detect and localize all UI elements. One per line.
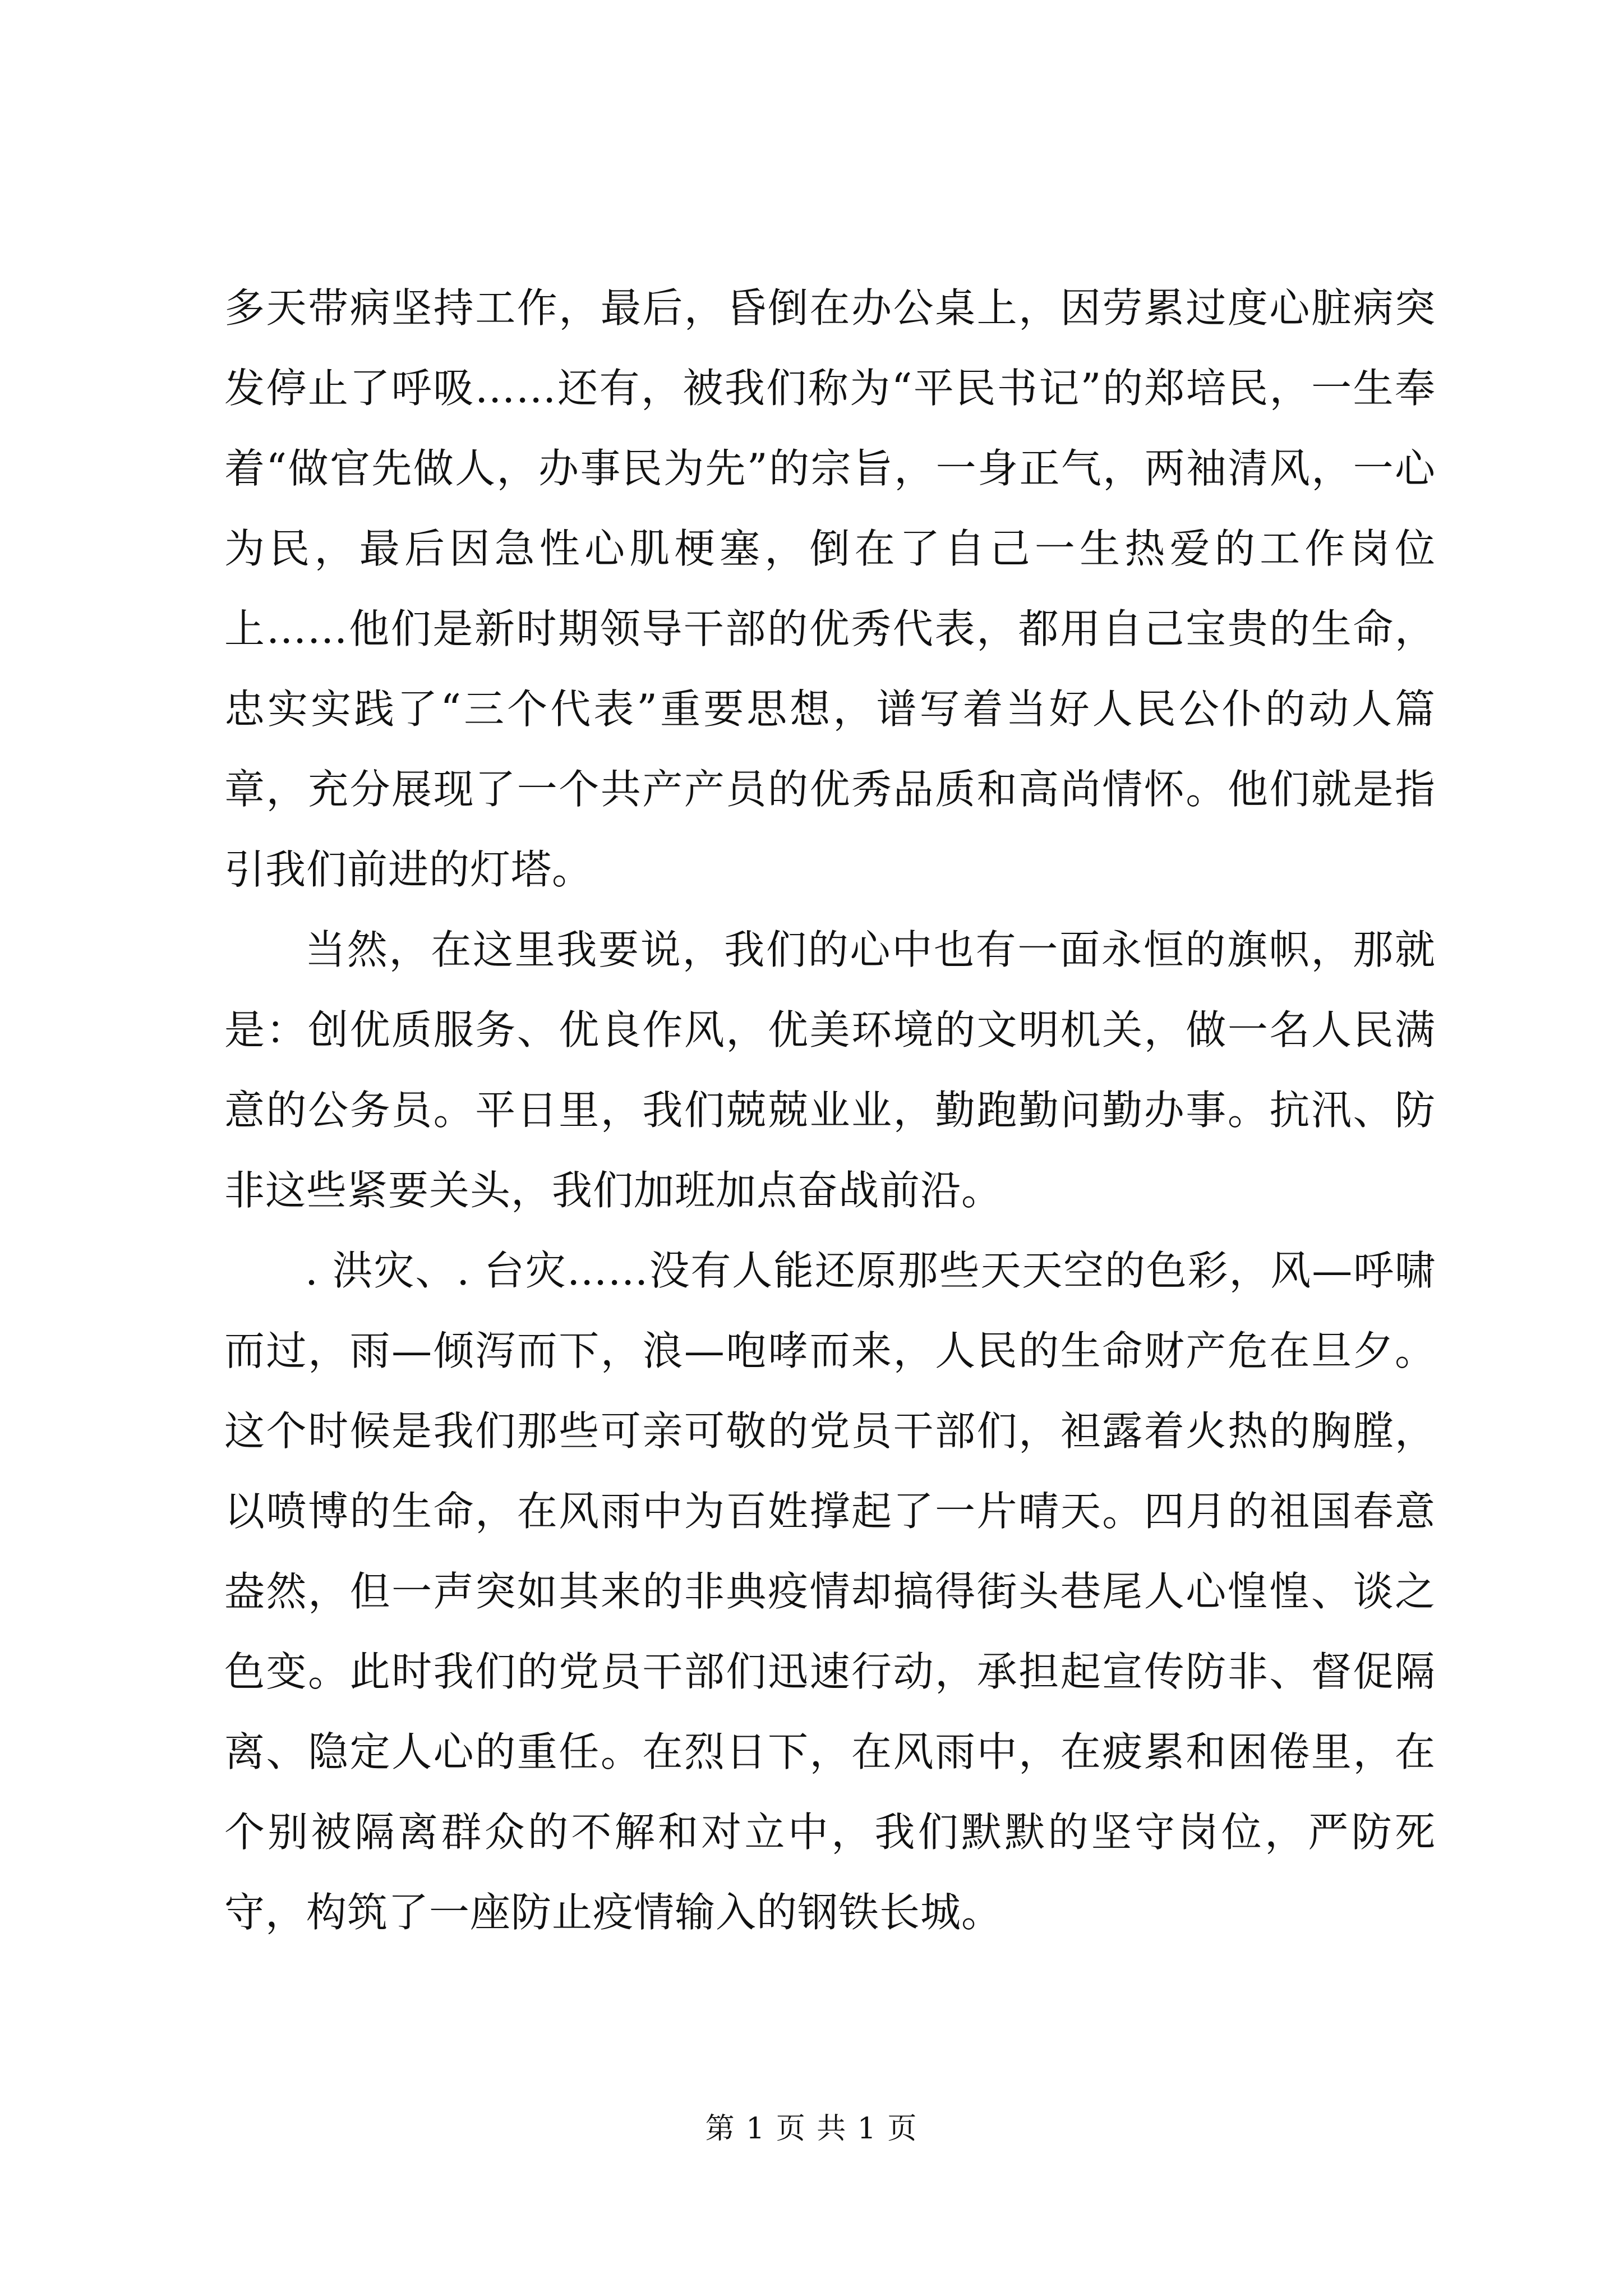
page-footer: 第 1 页 共 1 页 (705, 2112, 918, 2146)
document-body (224, 268, 1436, 1953)
paragraph-2: 当然，在这里我要说，我们的心中也有一面永恒的旗帜，那就是：创优质服务、优良作风，优美环境的文明机关，做一名人民满意的公务员。平日里，我们兢兢业业，勤跑勤问勤办事。抗汛、防非这些紧要关头，我们加班加点奋战前沿。 (224, 926, 1436, 1214)
paragraph-3: . 洪灾、. 台灾……没有人能还原那些天天空的色彩，风—呼啸而过，雨—倾泻而下，浪—咆哮而来，人民的生命财产危在旦夕。这个时候是我们那些可亲可敬的党员干部们，袒露着火热的胸膛，以喷博的生命，在风雨中为百姓撑起了一片晴天。四月的祖国春意盎然，但一声突如其来的非典疫情却搞得街头巷尾人心惶惶、谈之色变。此时我们的党员干部们迅速行动，承担起宣传防非、督促隔离、隐定人心的重任。在烈日下，在风雨中，在疲累和困倦里，在个别被隔离群众的不解和对立中，我们默默的坚守岗位，严防死守，构筑了一座防止疫情输入的钢铁长城。 (224, 1247, 1436, 1936)
paragraph-1: 多天带病坚持工作，最后，昏倒在办公桌上，因劳累过度心脏病突发停止了呼吸……还有，被我们称为“平民书记”的郑培民，一生奉着“做官先做人，办事民为先”的宗旨，一身正气，两袖清风，一心为民，最后因急性心肌梗塞，倒在了自己一生热爱的工作岗位上……他们是新时期领导干部的优秀代表，都用自己宝贵的生命，忠实实践了“三个代表”重要思想，谱写着当好人民公仆的动人篇章，充分展现了一个共产产员的优秀品质和高尚情怀。他们就是指引我们前进的灯塔。 (224, 284, 1436, 893)
